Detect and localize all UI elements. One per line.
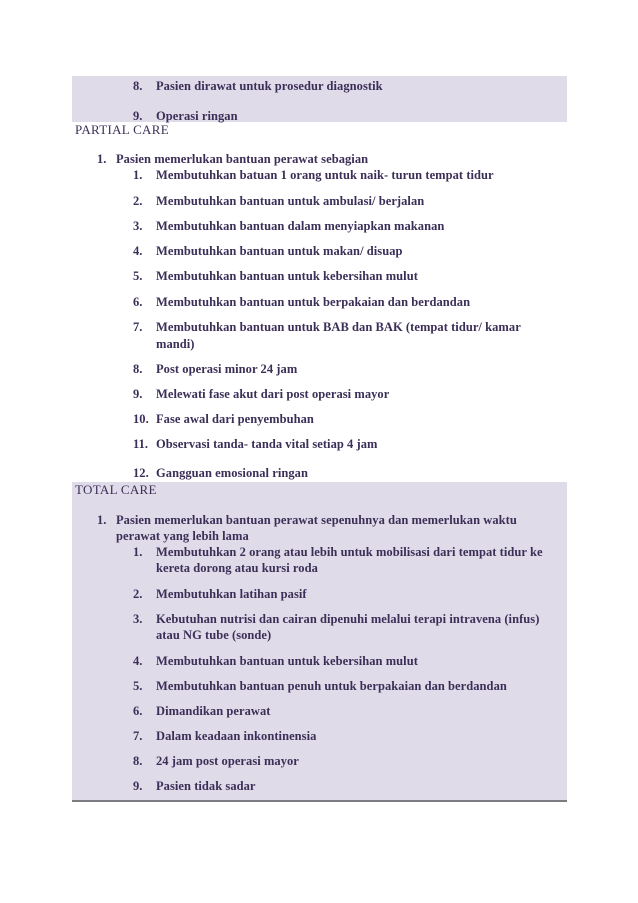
item-text: Pasien dirawat untuk prosedur diagnostik [156, 79, 383, 93]
item-text: Membutuhkan bantuan untuk berpakaian dan berdandan [156, 295, 471, 309]
item-text: Observasi tanda- tanda vital setiap 4 jam [156, 437, 378, 451]
list-item-continuation: kereta dorong atau kursi roda [156, 561, 318, 575]
item-number: 7. [133, 729, 143, 743]
item-number: 4. [133, 654, 143, 668]
item-number: 8. [133, 79, 143, 93]
item-number: 9. [133, 109, 143, 123]
item-text: Post operasi minor 24 jam [156, 362, 298, 376]
item-number: 1. [133, 545, 143, 559]
item-text: Membutuhkan bantuan untuk makan/ disuap [156, 244, 403, 258]
item-text: Membutuhkan bantuan untuk kebersihan mulut [156, 269, 418, 283]
item-number: 3. [133, 219, 143, 233]
item-text: Pasien tidak sadar [156, 779, 256, 793]
list-item-continuation: mandi) [156, 337, 195, 351]
item-text: Membutuhkan bantuan penuh untuk berpakaian dan berdandan [156, 679, 507, 693]
item-number: 3. [133, 612, 143, 626]
item-number: 1. [97, 513, 107, 527]
item-number: 9. [133, 387, 143, 401]
item-text: Kebutuhan nutrisi dan cairan dipenuhi melalui terapi intravena (infus) [156, 612, 540, 626]
item-text: Membutuhkan 2 orang atau lebih untuk mobilisasi dari tempat tidur ke [156, 545, 543, 559]
section-heading: PARTIAL CARE [75, 122, 169, 137]
item-text: Membutuhkan bantuan untuk kebersihan mulut [156, 654, 418, 668]
item-number: 6. [133, 704, 143, 718]
item-number: 8. [133, 362, 143, 376]
item-text: Dalam keadaan inkontinensia [156, 729, 317, 743]
item-number: 11. [133, 437, 149, 451]
item-text: Pasien memerlukan bantuan perawat sebagian [116, 152, 369, 166]
item-text: Melewati fase akut dari post operasi mayor [156, 387, 390, 401]
item-number: 6. [133, 295, 143, 309]
item-text: Fase awal dari penyembuhan [156, 412, 314, 426]
item-number: 12. [133, 466, 149, 480]
item-number: 7. [133, 320, 143, 334]
item-text: Gangguan emosional ringan [156, 466, 308, 480]
item-text: Membutuhkan batuan 1 orang untuk naik- turun tempat tidur [156, 168, 494, 182]
item-number: 5. [133, 679, 143, 693]
item-number: 10. [133, 412, 149, 426]
item-number: 5. [133, 269, 143, 283]
item-text: Membutuhkan bantuan untuk ambulasi/ berjalan [156, 194, 425, 208]
item-number: 8. [133, 754, 143, 768]
item-number: 2. [133, 194, 143, 208]
item-text: 24 jam post operasi mayor [156, 754, 299, 768]
item-text: Pasien memerlukan bantuan perawat sepenuhnya dan memerlukan waktu [116, 513, 517, 527]
item-number: 1. [133, 168, 143, 182]
item-text: Membutuhkan latihan pasif [156, 587, 307, 601]
item-text: Membutuhkan bantuan dalam menyiapkan makanan [156, 219, 445, 233]
item-text: Operasi ringan [156, 109, 238, 123]
list-item-continuation: atau NG tube (sonde) [156, 628, 272, 642]
item-text: Membutuhkan bantuan untuk BAB dan BAK (tempat tidur/ kamar [156, 320, 521, 334]
item-number: 1. [97, 152, 107, 166]
section-heading: TOTAL CARE [75, 482, 157, 497]
list-item-continuation: perawat yang lebih lama [116, 529, 249, 543]
item-number: 2. [133, 587, 143, 601]
item-number: 4. [133, 244, 143, 258]
item-text: Dimandikan perawat [156, 704, 271, 718]
item-number: 9. [133, 779, 143, 793]
